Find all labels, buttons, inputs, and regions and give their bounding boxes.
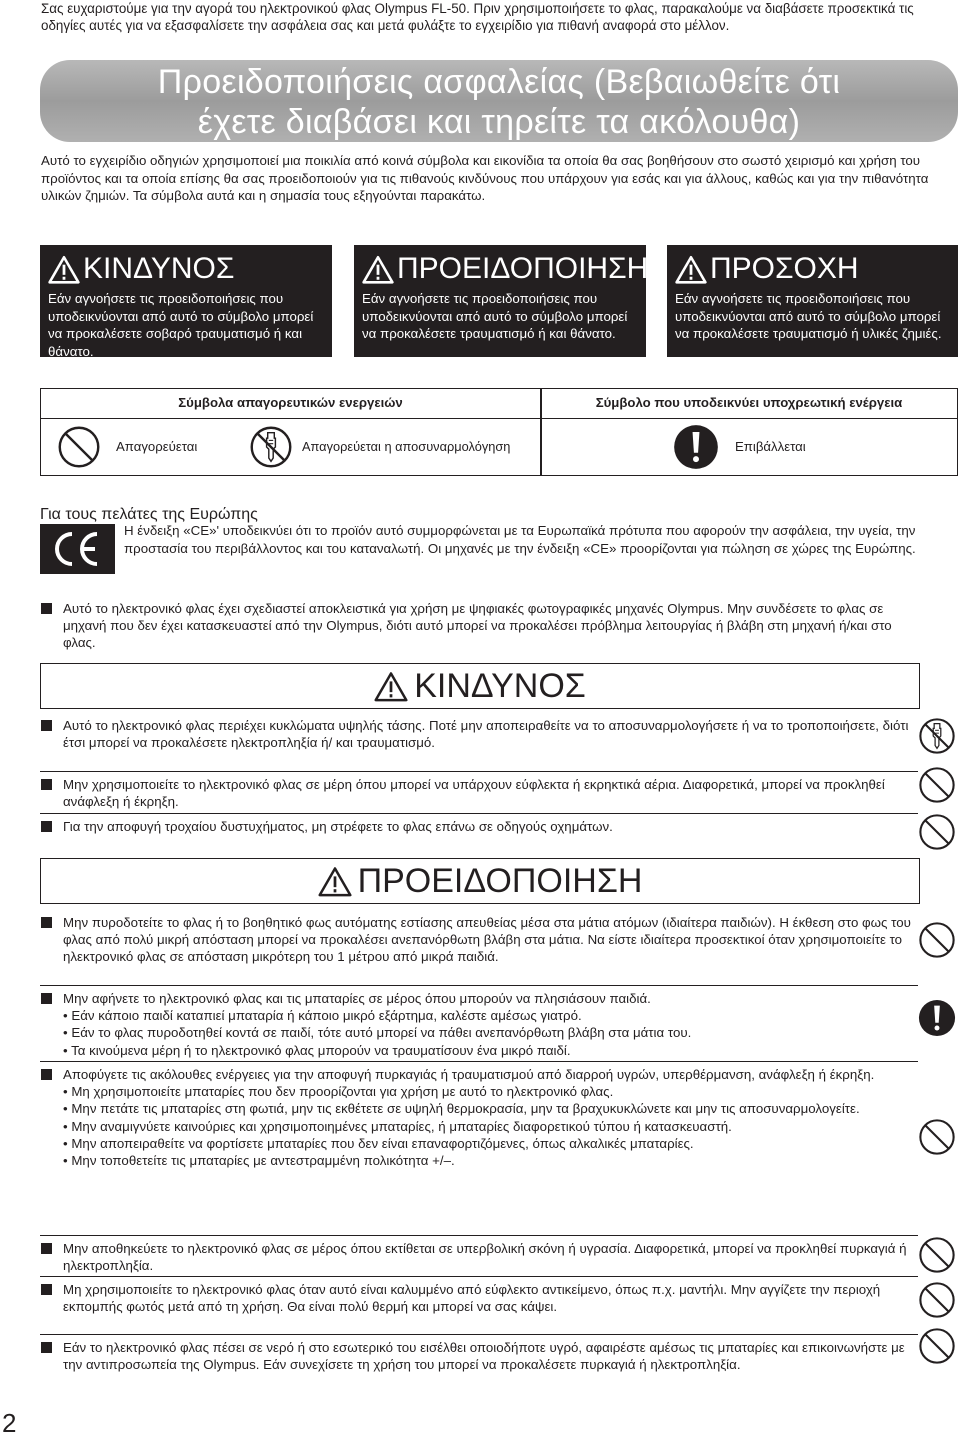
danger-section-heading <box>40 663 920 709</box>
warning-signal-box <box>354 245 649 357</box>
page-number: 2 <box>2 1408 17 1438</box>
warning-subitem: • Μη χρησιμοποιείτε μπαταρίες που δεν προορίζονται για χρήση με αυτό το ηλεκτρονικό φλας. <box>63 1084 614 1100</box>
warning-subitem: • Εάν κάποιο παιδί καταπιεί μπαταρία ή κάποιο μικρό εξάρτημα, καλέστε αμέσως γιατρό. <box>63 1008 582 1024</box>
safety-banner-line1: Προειδοποιήσεις ασφαλείας (Βεβαιωθείτε ότι <box>157 63 841 101</box>
warning-item-text: Μην αποθηκεύετε το ηλεκτρονικό φλας σε μέρος όπου εκτίθεται σε υπερβολική σκόνη ή υγρασία. Διαφορετικά, μπορεί να προκληθεί πυρκαγιά ή ηλεκτροπληξία. <box>63 1241 907 1274</box>
prohibited-icon <box>918 1327 956 1365</box>
danger-item-text: Μην χρησιμοποιείτε το ηλεκτρονικό φλας σε μέρη όπου μπορεί να υπάρχουν εύφλεκτα ή εκρηκτικά αέρια. Διαφορετικά, μπορεί να προκληθεί ανάφλεξη ή έκρηξη. <box>63 777 885 810</box>
warning-section-heading <box>40 858 920 904</box>
prohibited-icon <box>57 425 101 469</box>
divider <box>40 813 918 814</box>
bullet-square-icon <box>41 993 52 1004</box>
warning-triangle-icon <box>374 671 408 702</box>
warning-item-text: Μην πυροδοτείτε το φλας ή το βοηθητικό φως αυτόματης εστίασης απευθείας μέσα στα μάτια ατόμων (ιδιαίτερα παιδιών). Η έκθεση στο φως του φλας από πολύ μικρή απόσταση μπορεί να προκαλέσει ανεπανόρθωτη βλάβη στα μάτια. Να είστε ιδιαίτερα προσεκτικοί όταν χρησιμοποιείτε το ηλεκτρονικό φλας σε απόσταση μικρότερη του 1 μέτρου από μικρά παιδιά. <box>63 915 911 965</box>
danger-signal-text: Εάν αγνοήσετε τις προειδοποιήσεις που υποδεικνύονται από αυτό το σύμβολο μπορεί να προκαλέσετε σοβαρό τραυματισμό ή και θάνατο. <box>48 291 314 359</box>
warning-item <box>41 914 919 966</box>
danger-item <box>41 717 919 751</box>
warning-subitem: • Μην αναμιγνύετε καινούριες και χρησιμοποιημένες μπαταρίες, ή μπαταρίες διαφορετικού τύπου ή κατασκευαστή. <box>63 1118 732 1134</box>
mandatory-symbol-header: Σύμβολο που υποδεικνύει υποχρεωτική ενέργεια <box>595 395 903 410</box>
bullet-square-icon <box>41 1069 52 1080</box>
warning-triangle-icon <box>48 255 80 284</box>
warning-triangle-icon <box>318 866 352 897</box>
divider <box>40 985 918 986</box>
warning-item-text: Μη χρησιμοποιείτε το ηλεκτρονικό φλας όταν αυτό είναι καλυμμένο από εύφλεκτο αντικείμενο, όπως π.χ. μαντήλι. Μην αγγίζετε την περιοχή εκπομπής φωτός μετά από τη χρήση. Θα είναι πολύ θερμή και μπορεί να σας κάψει. <box>63 1282 881 1315</box>
divider <box>40 1061 918 1062</box>
prohibited-icon <box>918 1118 956 1156</box>
warning-signal-title: ΠΡΟΕΙΔΟΠΟΙΗΣΗ <box>397 252 649 285</box>
danger-section-title: ΚΙΝΔΥΝΟΣ <box>414 666 586 705</box>
bullet-square-icon <box>41 917 52 928</box>
mandatory-action-icon <box>673 424 719 470</box>
prohibited-icon <box>918 1236 956 1274</box>
warning-subitem: • Εάν το φλας πυροδοτηθεί κοντά σε παιδί, τότε αυτό μπορεί να πάθει ανεπανόρθωτη βλάβη στα μάτια του. <box>63 1025 692 1041</box>
danger-item <box>41 818 919 835</box>
warning-subitem: • Μην τοποθετείτε τις μπαταρίες με αντεστραμμένη πολικότητα +/–. <box>63 1153 455 1169</box>
europe-ce-text: Η ένδειξη «CE»' υποδεικνύει ότι το προϊόν αυτό συμμορφώνεται με τα Ευρωπαϊκά πρότυπα που αφορούν την ασφάλεια, την υγεία, την προστασία του περιβάλλοντος και του καταναλωτή. Οι μηχανές με την ένδειξη «CE» προορίζονται για πώληση σε χώρες της Ευρώπης. <box>124 523 916 556</box>
mandatory-label: Επιβάλλεται <box>735 439 806 454</box>
safety-banner-title <box>40 60 958 142</box>
warning-item <box>41 1066 919 1169</box>
bullet-square-icon <box>41 1284 52 1295</box>
divider <box>40 1334 918 1335</box>
no-disassembly-label: Απαγορεύεται η αποσυναρμολόγηση <box>302 439 511 454</box>
danger-signal-box <box>40 245 332 357</box>
prohibited-icon <box>918 1281 956 1319</box>
warning-triangle-icon <box>675 255 707 284</box>
bullet-square-icon <box>41 779 52 790</box>
bullet-square-icon <box>41 821 52 832</box>
warning-item-text: Αποφύγετε τις ακόλουθες ενέργειες για την αποφυγή πυρκαγιάς ή τραυματισμού από διαρροή υγρών, υπερθέρμανση, ανάφλεξη ή έκρηξη. <box>63 1067 875 1082</box>
bullet-square-icon <box>41 603 52 614</box>
divider <box>40 1276 918 1277</box>
europe-heading: Για τους πελάτες της Ευρώπης <box>40 506 258 523</box>
warning-item <box>41 1339 919 1373</box>
divider <box>40 771 918 772</box>
warning-item-text: Εάν το ηλεκτρονικό φλας πέσει σε νερό ή στο εσωτερικό του εισέλθει οποιοδήποτε υγρό, αφαιρέστε αμέσως τις μπαταρίες και επικοινωνήστε με την αντιπροσωπεία της Olympus. Εάν συνεχίσετε τη χρήση του μπορεί να προκαλέσετε πυρκαγιά ή ηλεκτροπληξία. <box>63 1340 905 1373</box>
warning-item <box>41 1240 919 1274</box>
warning-subitem: • Τα κινούμενα μέρη ή το ηλεκτρονικό φλας μπορούν να τραυματίσουν ένα μικρό παιδί. <box>63 1042 571 1058</box>
caution-signal-title: ΠΡΟΣΟΧΗ <box>710 252 859 285</box>
prohibited-icon <box>918 766 956 804</box>
warning-item <box>41 1281 919 1315</box>
divider <box>40 1235 918 1236</box>
prohibited-label: Απαγορεύεται <box>116 439 198 454</box>
bullet-square-icon <box>41 720 52 731</box>
general-note-text: Αυτό το ηλεκτρονικό φλας έχει σχεδιαστεί αποκλειστικά για χρήση με ψηφιακές φωτογραφικές μηχανές Olympus. Μην συνδέσετε το φλας σε μηχανή που δεν έχει κατασκευαστεί από την Olympus, διότι αυτό μπορεί να προκαλέσει πρόβλημα λειτουργίας ή βλάβη στη μηχανή ή/και στο φλας. <box>63 601 892 651</box>
prohibited-icon <box>918 921 956 959</box>
warning-item-text: Μην αφήνετε το ηλεκτρονικό φλας και τις μπαταρίες σε μέρος όπου μπορούν να πλησιάσουν παιδιά. <box>63 991 651 1006</box>
intro-paragraph: Σας ευχαριστούμε για την αγορά του ηλεκτρονικού φλας Olympus FL-50. Πριν χρησιμοποιήσετε το φλας, παρακαλούμε να διαβάσετε προσεκτικά τις οδηγίες αυτές για να εξασφαλίσετε την ασφάλεια σας και μετά φυλάξτε το εγχειρίδιο για πιθανή αναφορά στο μέλλον. <box>41 1 914 33</box>
prohibited-symbols-header: Σύμβολα απαγορευτικών ενεργειών <box>178 395 403 410</box>
danger-item-text: Αυτό το ηλεκτρονικό φλας περιέχει κυκλώματα υψηλής τάσης. Ποτέ μην αποπειραθείτε να το αποσυναρμολογήσετε ή να το τροποποιήσετε, διότι έτσι μπορεί να προκαλέσετε ηλεκτροπληξία ή/ και τραυματισμό. <box>63 718 909 751</box>
warning-item <box>41 990 919 1059</box>
warning-subitem: • Μην πετάτε τις μπαταρίες στη φωτιά, μην τις εκθέτετε σε υψηλή θερμοκρασία, μην τα βραχυκυκλώνετε και μην τις αποσυναρμολογείτε. <box>63 1101 860 1117</box>
prohibited-icon <box>918 813 956 851</box>
mandatory-action-icon <box>918 999 956 1037</box>
caution-signal-box <box>667 245 958 357</box>
caution-signal-text: Εάν αγνοήσετε τις προειδοποιήσεις που υποδεικνύονται από αυτό το σύμβολο μπορεί να προκαλέσετε τραυματισμό ή υλικές ζημιές. <box>675 291 942 341</box>
danger-signal-title: ΚΙΝΔΥΝΟΣ <box>83 252 235 285</box>
symbols-explanation: Αυτό το εγχειρίδιο οδηγιών χρησιμοποιεί μια ποικιλία από κοινά σύμβολα και εικονίδια τα οποία θα σας βοηθήσουν στο σωστό χειρισμό και χρήση του προϊόντος και τα οποία επίσης θα σας προειδοποιούν για τις πιθανούς κινδύνους που υπάρχουν για εσάς και για άλλους, καθώς και για την πιθανότητα υλικών ζημιών. Τα σύμβολα αυτά και η σημασία τους εξηγούνται παρακάτω. <box>41 153 929 204</box>
ce-mark-logo <box>40 524 115 574</box>
general-note <box>41 600 919 652</box>
danger-item-text: Για την αποφυγή τροχαίου δυστυχήματος, μη στρέφετε το φλας επάνω σε οδηγούς οχημάτων. <box>63 819 613 834</box>
warning-subitem: • Μην αποπειραθείτε να φορτίσετε μπαταρίες που δεν είναι επαναφορτιζόμενες, όπως αλκαλικές μπαταρίες. <box>63 1135 694 1151</box>
warning-section-title: ΠΡΟΕΙΔΟΠΟΙΗΣΗ <box>357 861 643 900</box>
safety-banner-line2: έχετε διαβάσει και τηρείτε τα ακόλουθα) <box>197 103 801 141</box>
bullet-square-icon <box>41 1243 52 1254</box>
danger-item <box>41 776 919 810</box>
no-disassembly-icon <box>918 717 956 755</box>
symbol-table <box>40 388 958 476</box>
bullet-square-icon <box>41 1342 52 1353</box>
no-disassembly-icon <box>249 425 293 469</box>
warning-triangle-icon <box>362 255 394 284</box>
warning-signal-text: Εάν αγνοήσετε τις προειδοποιήσεις που υποδεικνύονται από αυτό το σύμβολο μπορεί να προκαλέσετε τραυματισμό ή και θάνατο. <box>362 291 628 341</box>
